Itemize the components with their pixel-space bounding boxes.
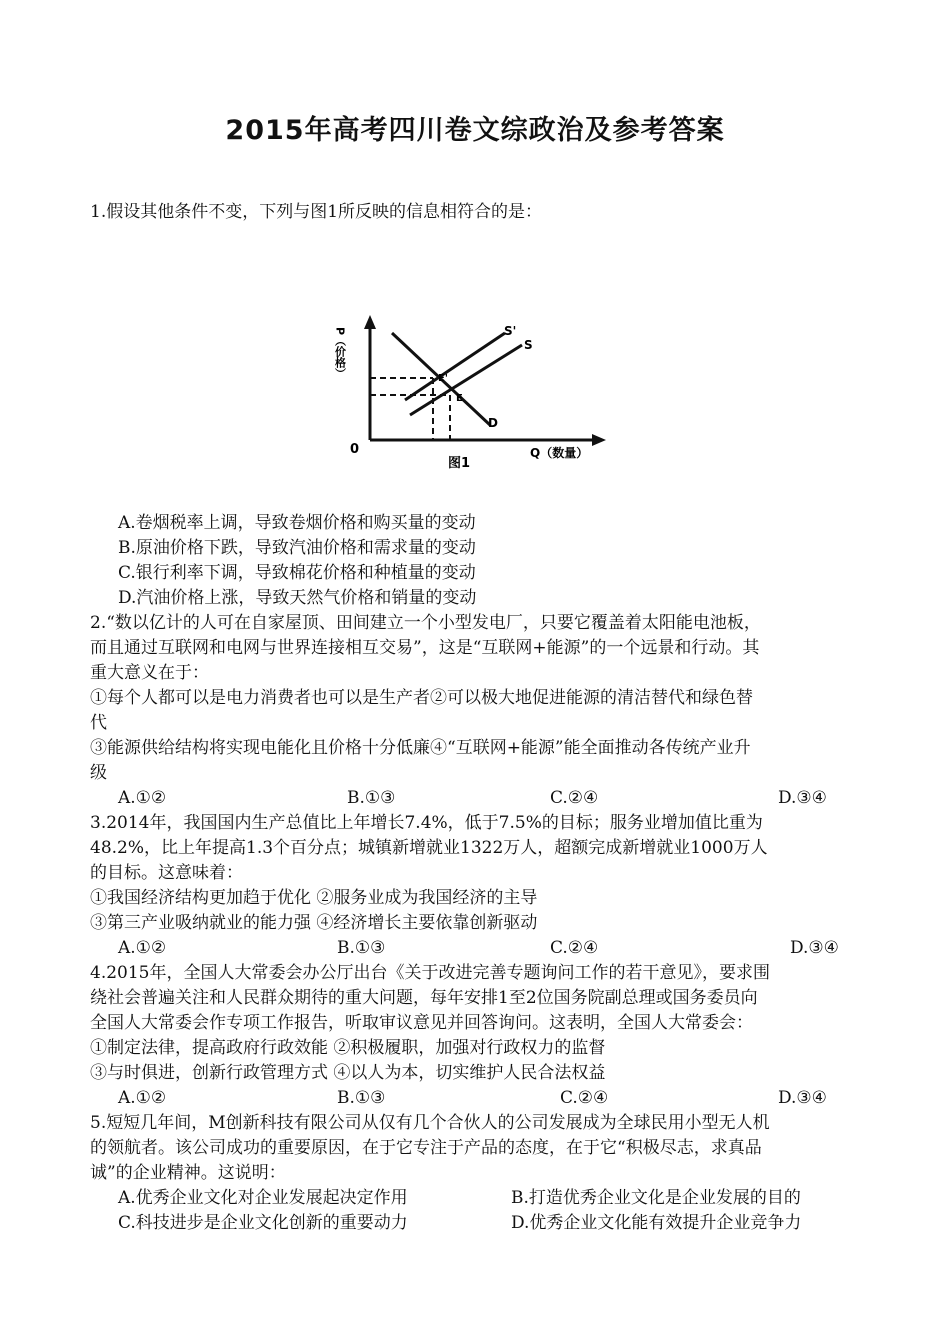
page-title: 2015年高考四川卷文综政治及参考答案 (225, 115, 725, 146)
q4-option-b: B.①③ (337, 1088, 386, 1108)
q3-option-c: C.②④ (550, 938, 599, 958)
q3-stem-line: 的目标。这意味着： (90, 863, 243, 883)
q4-stem-line: 全国人大常委会作专项工作报告，听取审议意见并回答询问。这表明，全国人大常委会： (90, 1013, 753, 1033)
label-s-prime: S' (504, 324, 517, 338)
q3-option-b: B.①③ (337, 938, 386, 958)
q1-stem: 1.假设其他条件不变，下列与图1所反映的信息相符合的是： (90, 202, 543, 222)
y-axis-arrow (364, 315, 376, 329)
q1-option-d: D.汽油价格上涨，导致天然气价格和销量的变动 (118, 588, 477, 608)
q2-option-c: C.②④ (550, 788, 599, 808)
q1-option-b: B.原油价格下跌，导致汽油价格和需求量的变动 (118, 538, 476, 558)
q2-option-a: A.①② (118, 788, 167, 808)
q3-stem-line: 3.2014年，我国国内生产总值比上年增长7.4%，低于7.5%的目标；服务业增加值比重为 (90, 813, 763, 833)
figure-caption: 图1 (448, 456, 471, 471)
q5-stem-line: 的领航者。该公司成功的重要原因，在于它专注于产品的态度，在于它“积极尽志，求真品 (90, 1138, 762, 1158)
origin-label: 0 (350, 442, 360, 457)
q5-option-c: C.科技进步是企业文化创新的重要动力 (118, 1213, 408, 1233)
q3-option-a: A.①② (118, 938, 167, 958)
label-s: S (524, 338, 533, 352)
q4-option-c: C.②④ (560, 1088, 609, 1108)
q2-stem-line: 级 (90, 763, 107, 783)
q2-stem-line: 代 (90, 713, 107, 733)
q2-stem-line: 而且通过互联网和电网与世界连接相互交易”，这是“互联网+能源”的一个远景和行动。其 (90, 638, 760, 658)
q1-option-c: C.银行利率下调，导致棉花价格和种植量的变动 (118, 563, 476, 583)
label-d: D (488, 416, 498, 430)
q3-stem-line: ①我国经济结构更加趋于优化 ②服务业成为我国经济的主导 (90, 888, 538, 908)
q5-option-a: A.优秀企业文化对企业发展起决定作用 (118, 1188, 408, 1208)
q3-stem-line: 48.2%，比上年提高1.3个百分点；城镇新增就业1322万人，超额完成新增就业1000万人 (90, 838, 768, 858)
q4-stem-line: ①制定法律，提高政府行政效能 ②积极履职，加强对行政权力的监督 (90, 1038, 606, 1058)
q5-option-d: D.优秀企业文化能有效提升企业竞争力 (511, 1213, 802, 1233)
q2-stem-line: ③能源供给结构将实现电能化且价格十分低廉④“互联网+能源”能全面推动各传统产业升 (90, 738, 751, 758)
q4-option-d: D.③④ (778, 1088, 827, 1108)
q3-stem-line: ③第三产业吸纳就业的能力强 ④经济增长主要依靠创新驱动 (90, 913, 538, 933)
q4-stem-line: 4.2015年，全国人大常委会办公厅出台《关于改进完善专题询问工作的若干意见》，要求围 (90, 963, 770, 983)
y-axis-label: P（价格） (333, 327, 347, 380)
q5-stem-line: 5.短短几年间，M创新科技有限公司从仅有几个合伙人的公司发展成为全球民用小型无人机 (90, 1113, 770, 1133)
figure-supply-demand-chart (330, 305, 630, 475)
label-e: E (456, 393, 463, 404)
q2-stem-line: 2.“数以亿计的人可在自家屋顶、田间建立一个小型发电厂，只要它覆盖着太阳能电池板， (90, 613, 761, 633)
x-axis-arrow (592, 434, 606, 446)
q5-option-b: B.打造优秀企业文化是企业发展的目的 (511, 1188, 801, 1208)
q4-stem-line: 绕社会普遍关注和人民群众期待的重大问题，每年安排1至2位国务院副总理或国务委员向 (90, 988, 758, 1008)
x-axis-label: Q（数量） (530, 446, 589, 460)
q2-stem-line: 重大意义在于： (90, 663, 209, 683)
q3-option-d: D.③④ (790, 938, 839, 958)
q2-stem-line: ①每个人都可以是电力消费者也可以是生产者②可以极大地促进能源的清洁替代和绿色替 (90, 688, 753, 708)
q4-stem-line: ③与时俱进，创新行政管理方式 ④以人为本，切实维护人民合法权益 (90, 1063, 606, 1083)
q4-option-a: A.①② (118, 1088, 167, 1108)
q2-option-b: B.①③ (347, 788, 396, 808)
q1-option-a: A.卷烟税率上调，导致卷烟价格和购买量的变动 (118, 513, 476, 533)
q2-option-d: D.③④ (778, 788, 827, 808)
q5-stem-line: 诚”的企业精神。这说明： (90, 1163, 286, 1183)
label-e-prime: E' (438, 373, 448, 384)
